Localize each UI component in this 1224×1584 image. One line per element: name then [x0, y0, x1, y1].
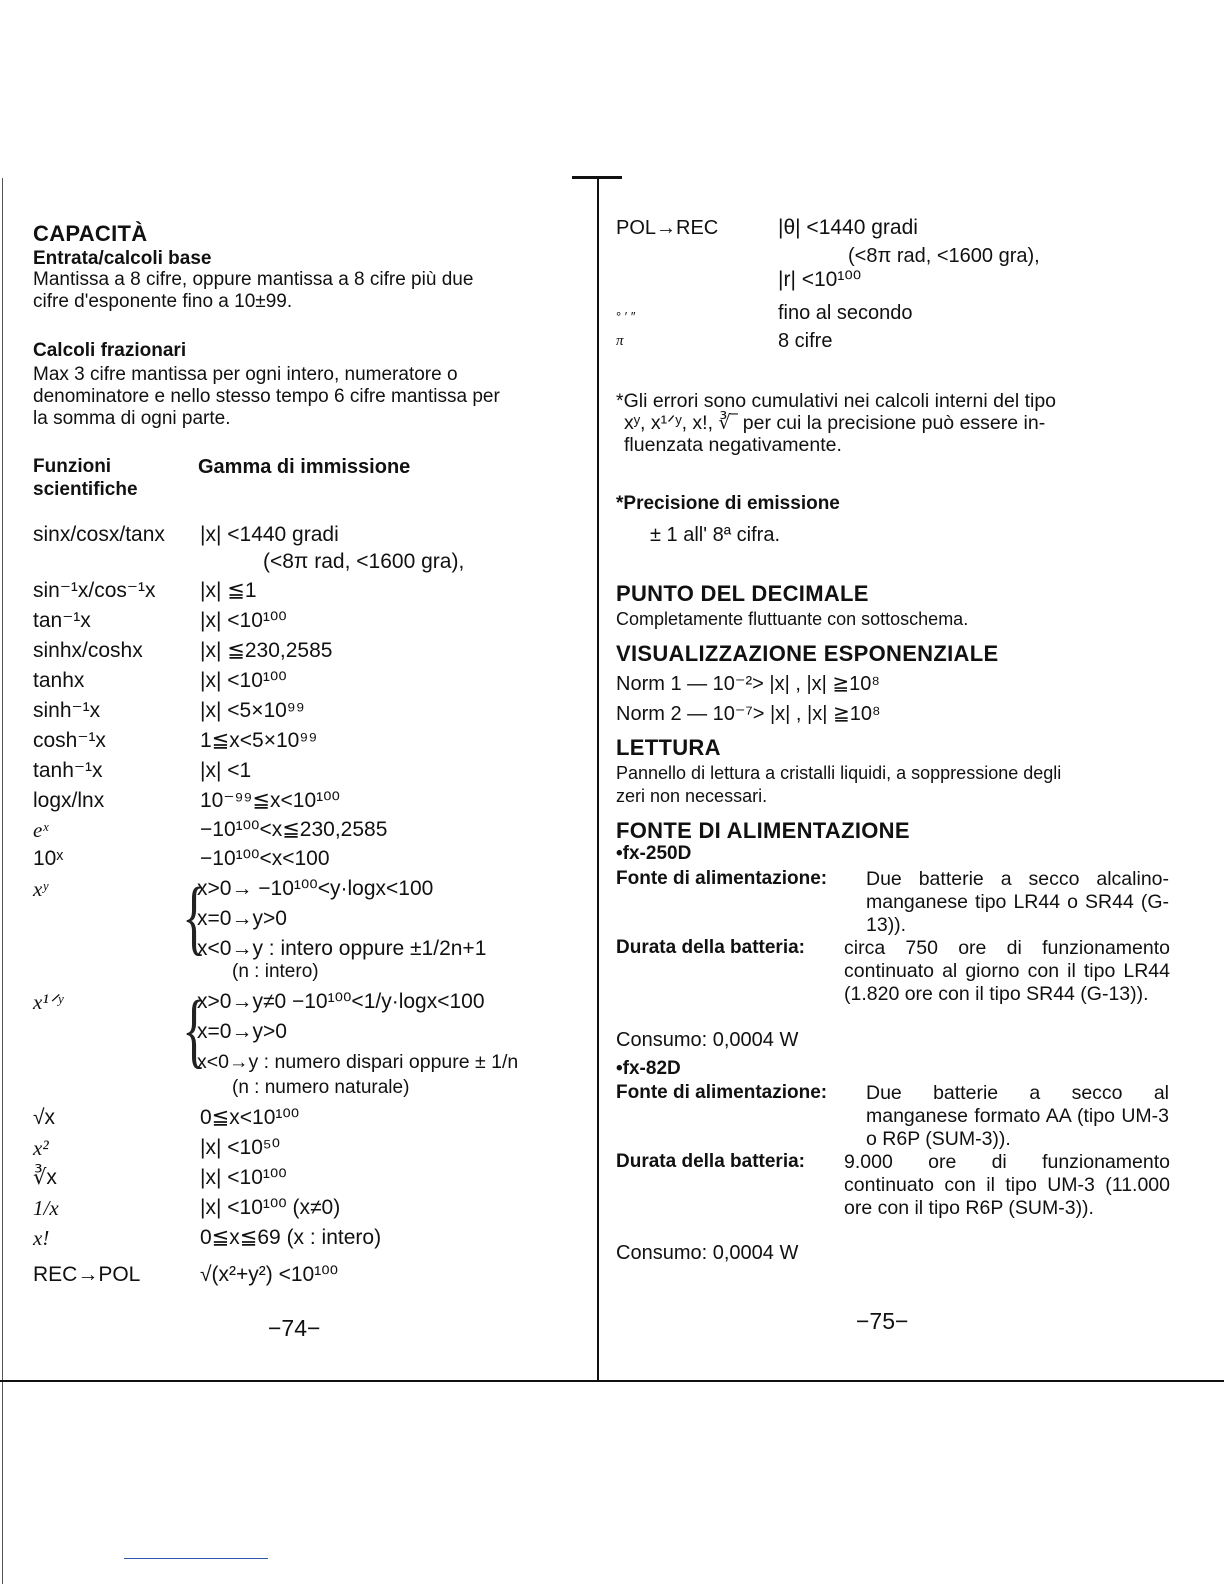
lettura-heading: LETTURA [616, 735, 721, 760]
function-range: −10¹⁰⁰<x<100 [200, 847, 330, 870]
function-name: logx/lnx [33, 789, 105, 812]
frazionari-text-1: Max 3 cifre mantissa per ogni intero, numeratore o [33, 364, 458, 385]
deg-value: fino al secondo [778, 302, 913, 324]
punto-text: Completamente fluttuante con sottoschema. [616, 609, 969, 629]
page-number: −75− [856, 1308, 909, 1334]
function-name: cosh⁻¹x [33, 729, 106, 752]
errori-text-2: xʸ, x¹ᐟʸ, x!, ∛‾ per cui la precisione può essere in- [624, 412, 1046, 434]
function-name: sin⁻¹x/cos⁻¹x [33, 579, 156, 602]
polrec-range-1: |θ| <1440 gradi [778, 216, 918, 239]
frazionari-text-2: denominatore e nello stesso tempo 6 cifre mantissa per [33, 386, 500, 407]
fonte2-block [616, 1082, 1176, 1152]
norm2-text: Norm 2 — 10⁻⁷> |x| , |x| ≧10⁸ [616, 703, 881, 725]
function-range: 10⁻⁹⁹≦x<10¹⁰⁰ [200, 789, 340, 812]
x1y-case-4: (n : numero naturale) [232, 1077, 410, 1098]
norm1-text: Norm 1 — 10⁻²> |x| , |x| ≧10⁸ [616, 673, 880, 695]
fonte1-block [616, 868, 1176, 938]
bottom-rule [0, 1380, 1224, 1382]
function-name: sinhx/coshx [33, 639, 143, 662]
function-range: |x| ≦1 [200, 579, 257, 602]
function-name: tanhx [33, 669, 85, 692]
function-range: |x| <1 [200, 759, 252, 782]
function-name: x! [33, 1226, 50, 1250]
frazionari-text-3: la somma di ogni parte. [33, 408, 231, 429]
consumo2: Consumo: 0,0004 W [616, 1242, 799, 1264]
durata1-label: Durata della batteria: [616, 937, 805, 958]
polrec-label: POL→REC [616, 217, 719, 239]
model-fx250d: •fx-250D [616, 843, 692, 864]
function-name: √x [33, 1106, 56, 1129]
fonte2-text: Due batterie a secco al manganese formato AA (tipo UM-3 o R6P (SUM-3)). [866, 1082, 1169, 1150]
function-range: √(x²+y²) <10¹⁰⁰ [200, 1263, 339, 1286]
function-name: 10ˣ [33, 847, 64, 870]
fonte-heading: FONTE DI ALIMENTAZIONE [616, 818, 910, 843]
center-spine [597, 178, 599, 1380]
xy-case-2: x=0→y>0 [197, 907, 287, 930]
left-margin-line [2, 178, 3, 1584]
function-range: |x| <10¹⁰⁰ (x≠0) [200, 1196, 341, 1219]
col-scientifiche: scientifiche [33, 479, 138, 500]
function-range: 0≦x<10¹⁰⁰ [200, 1106, 300, 1129]
fonte1-label: Fonte di alimentazione: [616, 868, 828, 889]
function-name: REC→POL [33, 1263, 141, 1286]
x1y-case-3: x<0→y : numero dispari oppure ± 1/n [197, 1051, 519, 1073]
function-range: |x| ≦230,2585 [200, 639, 333, 662]
durata1-text: circa 750 ore di funzionamento continuato al giorno con il tipo LR44 (1.820 ore con il tipo SR44 (G-13)). [844, 937, 1170, 1005]
brace-icon: { [182, 871, 207, 964]
function-range: −10¹⁰⁰<x≦230,2585 [200, 818, 388, 841]
lettura-text-1: Pannello di lettura a cristalli liquidi, a soppressione degli [616, 763, 1062, 783]
polrec-range-2: (<8π rad, <1600 gra), [848, 245, 1040, 267]
page-number: −74− [268, 1315, 321, 1341]
precisione-heading: *Precisione di emissione [616, 493, 840, 514]
entrata-heading: Entrata/calcoli base [33, 248, 212, 269]
durata2-label: Durata della batteria: [616, 1151, 805, 1172]
capacita-heading: CAPACITÀ [33, 221, 148, 246]
lettura-text-2: zeri non necessari. [616, 786, 768, 806]
entrata-text-2: cifre d'esponente fino a 10±99. [33, 291, 293, 312]
fonte2-label: Fonte di alimentazione: [616, 1082, 828, 1103]
function-range: |x| <10⁵⁰ [200, 1136, 280, 1159]
function-name-x1y: x¹ᐟʸ [33, 990, 63, 1014]
function-range: |x| <10¹⁰⁰ [200, 609, 287, 632]
consumo1: Consumo: 0,0004 W [616, 1029, 799, 1051]
function-range: |x| <5×10⁹⁹ [200, 699, 305, 722]
xy-case-3: x<0→y : intero oppure ±1/2n+1 [197, 937, 487, 960]
function-name: x² [33, 1136, 49, 1160]
fonte1-text: Due batterie a secco alcalino-manganese tipo LR44 o SR44 (G-13)). [866, 868, 1169, 936]
function-name: eˣ [33, 818, 49, 842]
pi-value: 8 cifre [778, 330, 833, 352]
function-name-xy: xʸ [33, 877, 48, 901]
spine-top-mark [572, 176, 622, 179]
model-fx82d: •fx-82D [616, 1058, 681, 1079]
durata2-text: 9.000 ore di funzionamento continuato con il tipo UM-3 (11.000 ore con il tipo R6P (SUM-3)). [844, 1151, 1170, 1219]
function-range: |x| <10¹⁰⁰ [200, 1166, 287, 1189]
durata1-block [616, 937, 1176, 1029]
function-range: 1≦x<5×10⁹⁹ [200, 729, 318, 752]
function-range: |x| <1440 gradi [200, 523, 339, 546]
errori-text-3: fluenzata negativamente. [624, 434, 842, 456]
col-gamma: Gamma di immissione [198, 456, 411, 478]
function-name: tanh⁻¹x [33, 759, 103, 782]
col-funzioni: Funzioni [33, 456, 112, 477]
function-name: sinh⁻¹x [33, 699, 101, 722]
precisione-value: ± 1 all' 8ª cifra. [650, 524, 781, 546]
entrata-text-1: Mantissa a 8 cifre, oppure mantissa a 8 cifre più due [33, 269, 474, 290]
function-name: sinx/cosx/tanx [33, 523, 165, 546]
pi-label: π [616, 333, 624, 349]
bottom-blue-line [124, 1558, 268, 1559]
function-name: tan⁻¹x [33, 609, 91, 632]
x1y-case-2: x=0→y>0 [197, 1020, 287, 1043]
deg-label: ° ′ ″ [616, 309, 636, 324]
durata2-block [616, 1151, 1176, 1243]
polrec-range-3: |r| <10¹⁰⁰ [778, 268, 862, 291]
visualizzazione-heading: VISUALIZZAZIONE ESPONENZIALE [616, 641, 999, 666]
function-name: ∛x [33, 1166, 57, 1189]
errori-text-1: *Gli errori sono cumulativi nei calcoli interni del tipo [616, 390, 1057, 412]
function-name: 1/x [33, 1196, 59, 1220]
xy-case-4: (n : intero) [232, 961, 319, 982]
function-range: |x| <10¹⁰⁰ [200, 669, 287, 692]
function-range: 0≦x≦69 (x : intero) [200, 1226, 382, 1249]
brace-icon: { [182, 984, 207, 1077]
xy-case-1: x>0→ −10¹⁰⁰<y·logx<100 [197, 877, 434, 900]
function-range: (<8π rad, <1600 gra), [263, 550, 465, 573]
frazionari-heading: Calcoli frazionari [33, 340, 187, 361]
x1y-case-1: x>0→y≠0 −10¹⁰⁰<1/y·logx<100 [197, 990, 485, 1013]
punto-heading: PUNTO DEL DECIMALE [616, 581, 869, 606]
